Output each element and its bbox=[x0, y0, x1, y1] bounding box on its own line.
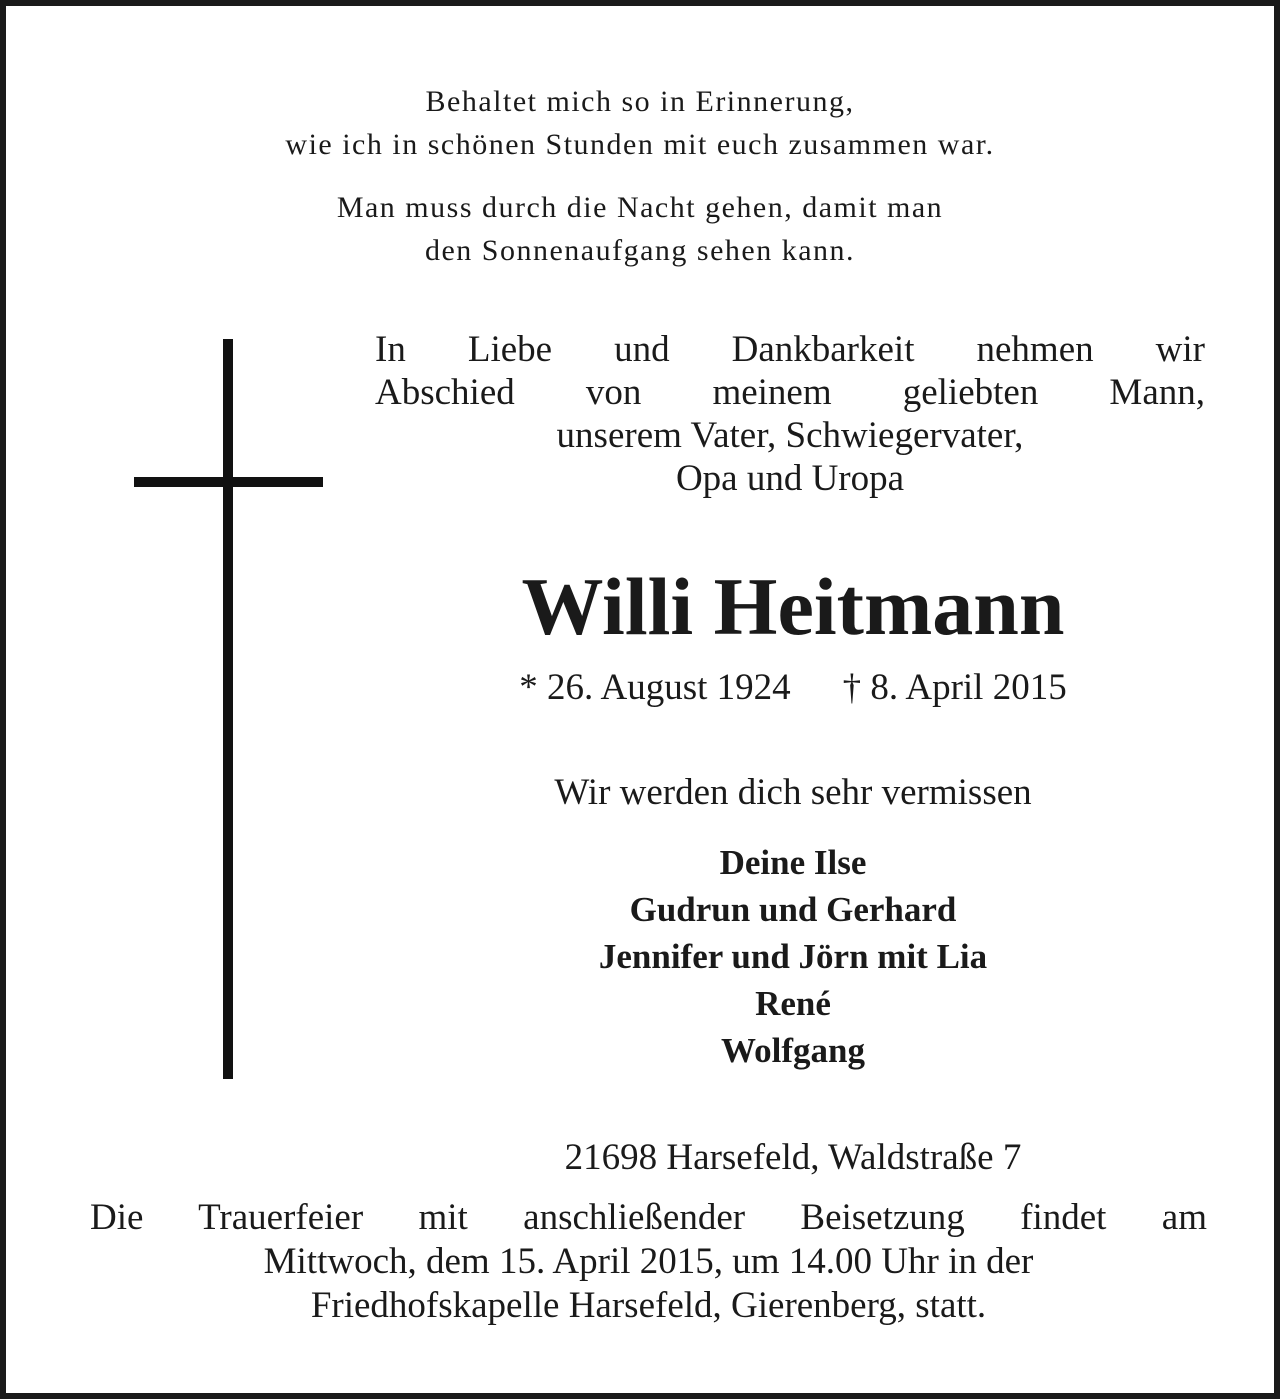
verse-top bbox=[6, 80, 1274, 166]
death-date: † 8. April 2015 bbox=[842, 667, 1067, 708]
cross-vertical-bar bbox=[223, 339, 233, 1079]
deceased-name: Willi Heitmann bbox=[521, 561, 1065, 652]
funeral-line: Mittwoch, dem 15. April 2015, um 14.00 Uhr in der bbox=[263, 1241, 1034, 1282]
mourner-name: René bbox=[755, 984, 831, 1023]
mourner-name: Gudrun und Gerhard bbox=[629, 890, 957, 929]
verse-line: Behaltet mich so in Erinnerung, bbox=[425, 85, 855, 118]
verse-line: den Sonnenaufgang sehen kann. bbox=[424, 234, 856, 267]
funeral-info bbox=[90, 1196, 1207, 1328]
mourner-name: Jennifer und Jörn mit Lia bbox=[598, 937, 988, 976]
mourners-list bbox=[375, 839, 1211, 1074]
funeral-line: Friedhofskapelle Harsefeld, Gierenberg, statt. bbox=[310, 1285, 987, 1326]
cross-horizontal-bar bbox=[134, 477, 323, 487]
intro-line: unserem Vater, Schwiegervater, bbox=[556, 415, 1024, 456]
mourner-name: Deine Ilse bbox=[719, 843, 867, 882]
birth-date: * 26. August 1924 bbox=[519, 667, 791, 708]
funeral-line: Die Trauerfeier mit anschließender Beisetzung findet am bbox=[90, 1197, 1207, 1238]
family-address: 21698 Harsefeld, Waldstraße 7 bbox=[564, 1137, 1022, 1178]
intro-text bbox=[375, 328, 1205, 500]
verse-line: wie ich in schönen Stunden mit euch zusammen war. bbox=[285, 128, 995, 161]
verse-line: Man muss durch die Nacht gehen, damit man bbox=[336, 191, 944, 224]
life-dates bbox=[375, 664, 1211, 712]
mourner-name: Wolfgang bbox=[721, 1031, 865, 1070]
intro-line: Abschied von meinem geliebten Mann, bbox=[375, 372, 1205, 413]
farewell-line: Wir werden dich sehr vermissen bbox=[554, 772, 1032, 813]
intro-line: Opa und Uropa bbox=[675, 458, 905, 499]
intro-line: In Liebe und Dankbarkeit nehmen wir bbox=[375, 329, 1205, 370]
verse-second bbox=[6, 186, 1274, 272]
